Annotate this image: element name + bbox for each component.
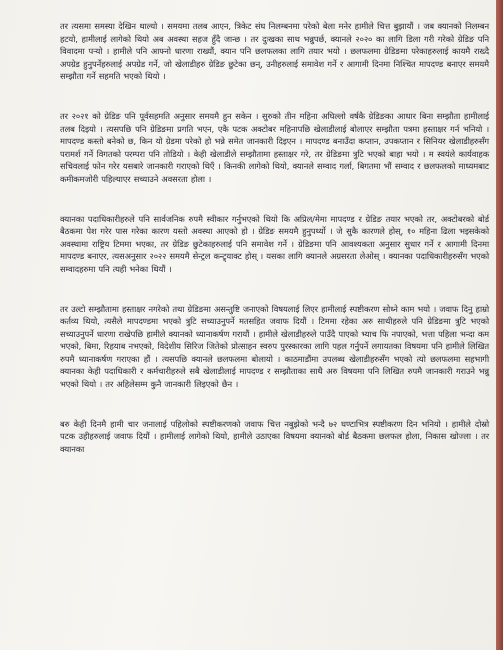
paper-edge xyxy=(496,0,503,650)
paragraph-5-text: बरु केही दिनमै हामी चार जनालाई पहिलोको स्पष्टीकरणको जवाफ चित्त नबुझेको भन्दै ७२ घण्टाभित्र स्पष्टीकरण दिन भनियो । हामीले दोस्रो पटक उहीहरुलाई जवाफ दियौं । हामीलाई लागेको थियो, हामीले उठाएका विषयमा क्यानको बोर्ड बैठकमा छलफल होला, निकास खोज्ला । तर क्यानका xyxy=(60,418,489,454)
paragraph-4 xyxy=(60,303,489,391)
paragraph-1-text: तर त्यसमा समस्या देखिन थाल्यो । समयमा तलब आएन, त्रिकेट संघ निलम्बनमा परेको बेला मनेर हामीले चित्त बुझायौं । जब क्यानको निलम्बन हटयो, हामीलाई लागेको थियो अब अवस्था सहज हुँदै जान्छ । तर दुःखका साथ भन्नुपर्छ, क्यानले २०२० का लागि डिला गरी गरेको ग्रेडिङ पनि विवादमा पऱ्यो । हामीले पनि आफ्नो धारणा राख्यौं, क्यान पनि छलफलका लागि तयार भयो । छलफलमा ग्रेडिङमा परेकाहरुलाई कायमै राख्दै अपग्रेड हुनुपर्नेहरुलाई अपग्रेड गर्ने, जो खेलाडीहरु ग्रेडिङ छुटेका छन्, उनीहरुलाई समावेश गर्ने र आगामी दिनमा निश्चित मापदण्ड बनाएर समयमै सम्झौता गर्ने सहमति भएको थियो । xyxy=(60,21,489,82)
paragraph-4-text: तर उल्टो सम्झौतामा हस्ताक्षर नगरेको तथा ग्रेडिङमा असन्तुष्टि जनाएको विषयलाई लिएर हामीलाई स्पष्टीकरण सोध्ने काम भयो । जवाफ दिनु हाम्रो कर्तव्य थियो, त्यसैले मापदण्डमा भएको त्रुटि सच्याउनुपर्ने मतसहित जवाफ दियौं । टिममा रहेका अरु साथीहरुले पनि ग्रेडिङमा त्रुटि भएको सच्याउनुपर्ने धारणा राखेपछि हामीले क्यानको ध्यानाकर्षण गरायौं । हामीले खेलाडीहरुले पाउँदै पाएको भ्याच फि नपाएको, भत्ता पहिला भन्दा कम भएको, बिमा, रिहयाब नभएको, विदेशीय सिरिज जितेको प्रोत्साहन स्वरुप पुरस्कारका लागि पहल गर्नुपर्ने लगायतका विषयमा पनि हामीले लिखित रुपमै ध्यानाकर्षण गराएका हौं । त्यसपछि क्यानले छलफलमा बोलायो । काठमाडौंमा उपलब्ध खेलाडीहरुसँग भएको त्यो छलफलमा सहभागी क्यानका केही पदाधिकारी र कर्मचारीहरुले सबै खेलाडीलाई मापदण्ड र सम्झौताका साथै अरु विषयमा पनि लिखित रुपमै जानकारी गराउने भन्नु भएको थियो । तर अहिलेसम्म कुनै जानकारी लिइएको छैन । xyxy=(60,303,489,390)
paragraph-3-text: क्यानका पदाधिकारीहरुले पनि सार्वजनिक रुपमै स्वीकार गर्नुभएको थियो कि अप्रिल/मेमा मापदण्ड र ग्रेडिङ तयार भएको तर, अक्टोबरको बोर्ड बैठकमा पेश गरेर पास गरेका कारण यस्तो अवस्था आएको हो । ग्रेडिङ समयमै हुनुपर्थ्यो । जे सुकै कारणले होस्, १० महिना ढिला भइसकेको अवस्थामा राष्ट्रिय टिममा भएका, तर ग्रेडिङ छुटेकाहरुलाई पनि समावेश गर्ने । ग्रेडिङमा पनि आवश्यकता अनुसार सुधार गर्ने र आगामी दिनमा मापदण्ड बनाएर, त्यसअनुसार २०२२ समयमै सेन्ट्रल कन्ट्र्याक्ट होस् । यसका लागि क्यानले अग्रसरता लेओस् । क्यानका पदाधिकारीहरुसँग भएको सम्वादहरुमा पनि त्यही भनेका थियौं । xyxy=(60,213,489,274)
paragraph-1 xyxy=(60,20,489,83)
paragraph-3 xyxy=(60,213,489,276)
paragraph-2-text: तर २०२१ को ग्रेडिङ पनि पूर्वसहमति अनुसार समयमै हुन सकेन । सुरुको तीन महिना अघिल्लो वर्षकै ग्रेडिङका आधार बिना सम्झौता हामीलाई तलब दिइयो । त्यसपछि पनि ग्रेडिङमा प्रगति भएन, एकै पटक अक्टोबर महिनापछि खेलाडीलाई बोलाएर सम्झौता पत्रमा हस्ताक्षर गर्न भनियो । मापदण्ड कस्तो बनेको छ, किन यो ग्रेडमा परेको हो भन्ने समेत जानकारी दिइएन । मापदण्ड बनाउँदा कप्तान, उपकप्तान र सिनियर खेलाडीहरुसँग परामर्श गर्ने विगतको परम्परा पनि तोडियो । केही खेलाडीले सम्झौतामा हस्ताक्षर गरे, तर ग्रेडिङमा त्रुटि भएको बाहा भयो । म स्वयंले कार्यवाहक सचिवलाई फोन गरेर यसबारे जानकारी गराएको थिएँ । किनकी लागेको थियो, क्यानले सम्वाद गर्ला, बिगतमा भौं सम्वाद र छलफलको माध्यमबाट कमीकमजोरी पहिल्याएर सच्याउने अवसरता होला । xyxy=(60,110,489,184)
paragraph-5 xyxy=(60,418,489,456)
paragraph-2 xyxy=(60,110,489,186)
